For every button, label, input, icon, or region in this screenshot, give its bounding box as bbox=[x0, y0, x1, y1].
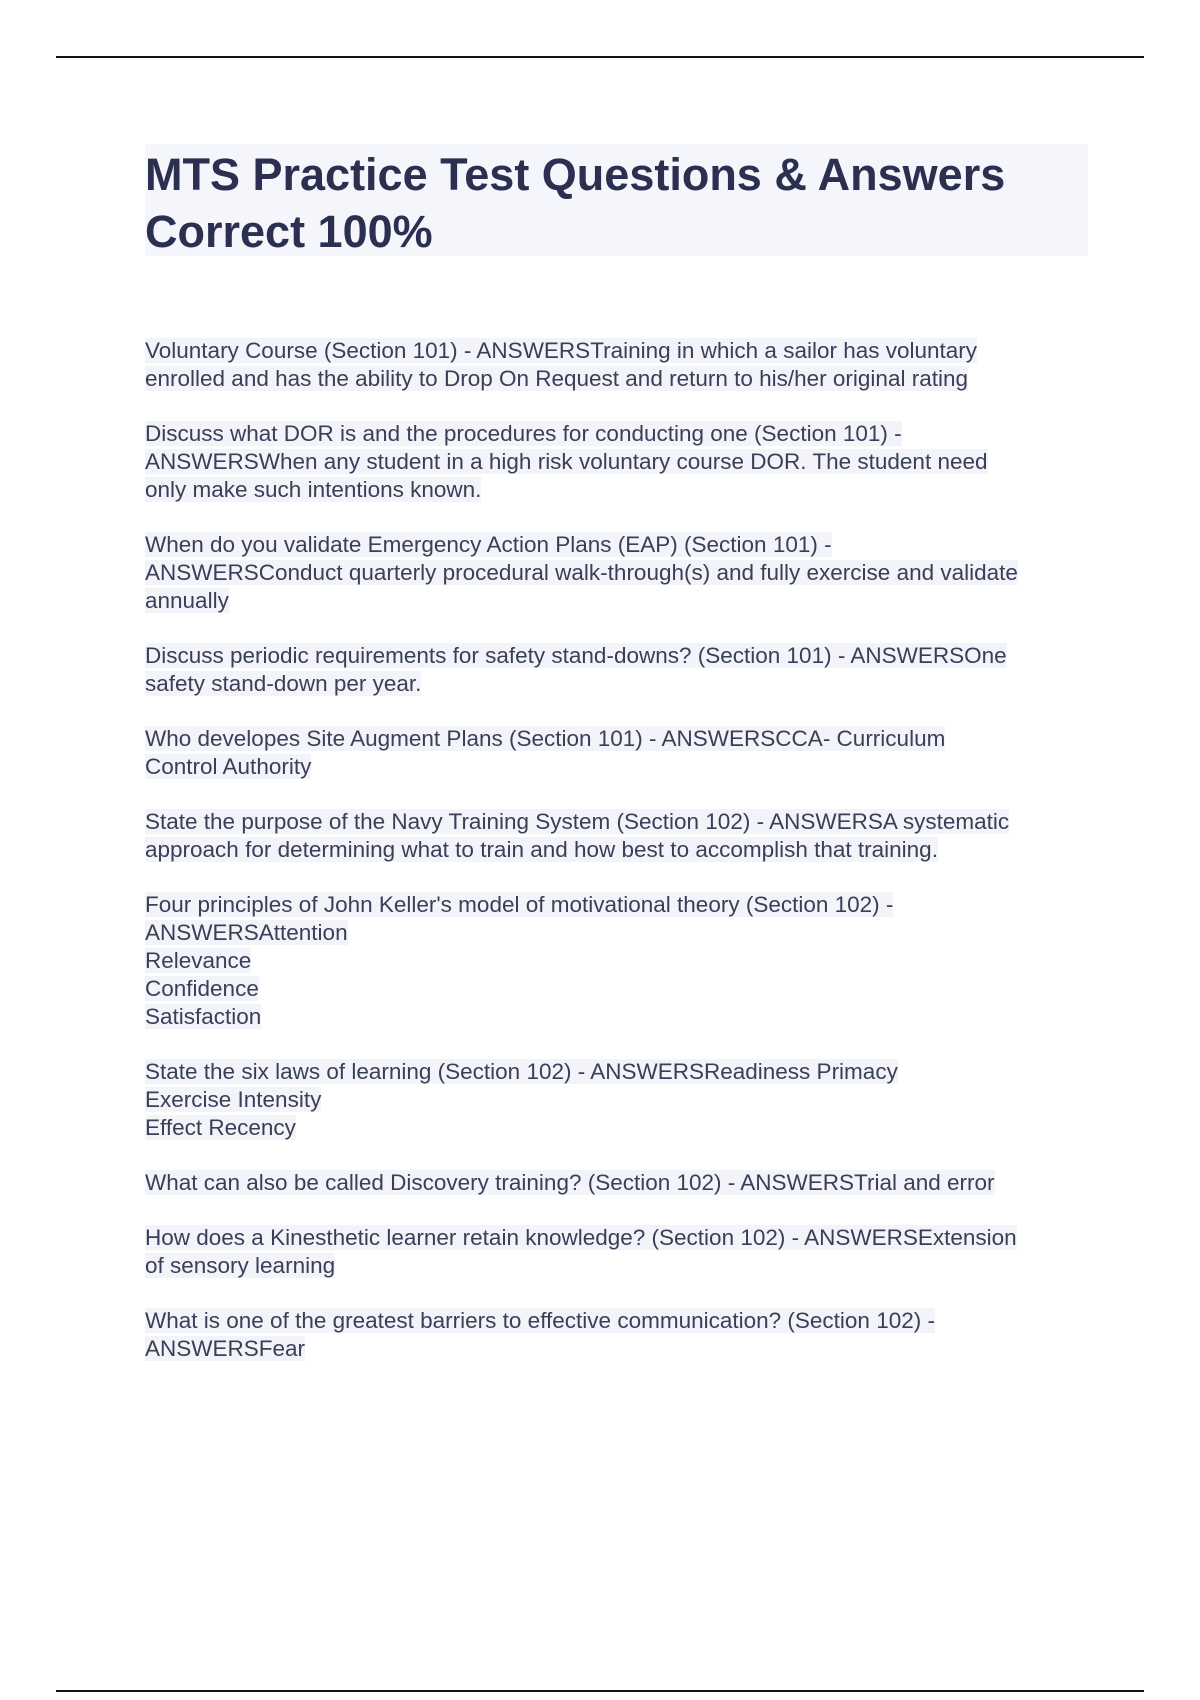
qa-entry-text: State the six laws of learning (Section 102) - ANSWERSReadiness Primacy bbox=[145, 1059, 898, 1084]
qa-entry bbox=[145, 337, 1095, 393]
qa-entry-text: of sensory learning bbox=[145, 1253, 336, 1278]
qa-entry-text: Relevance bbox=[145, 948, 252, 973]
qa-entry bbox=[145, 725, 1095, 781]
qa-entry-text: Voluntary Course (Section 101) - ANSWERSTraining in which a sailor has voluntary bbox=[145, 338, 978, 363]
qa-entry-line bbox=[145, 337, 1095, 365]
qa-entry-text: only make such intentions known. bbox=[145, 477, 482, 502]
qa-entry-line bbox=[145, 1003, 1095, 1031]
qa-entry-line bbox=[145, 420, 1095, 448]
qa-entry-line bbox=[145, 1058, 1095, 1086]
qa-entry-text: approach for determining what to train and how best to accomplish that training. bbox=[145, 837, 938, 862]
qa-entry-text: What can also be called Discovery training? (Section 102) - ANSWERSTrial and error bbox=[145, 1170, 995, 1195]
qa-entry bbox=[145, 1224, 1095, 1280]
title-line: Correct 100% bbox=[145, 206, 433, 257]
qa-entry-line bbox=[145, 587, 1095, 615]
qa-entry-text: How does a Kinesthetic learner retain knowledge? (Section 102) - ANSWERSExtension bbox=[145, 1225, 1017, 1250]
qa-entry-line bbox=[145, 1114, 1095, 1142]
bottom-divider bbox=[56, 1690, 1144, 1692]
qa-entry-line bbox=[145, 919, 1095, 947]
qa-entry-text: Who developes Site Augment Plans (Section 101) - ANSWERSCCA- Curriculum bbox=[145, 726, 946, 751]
qa-entry-text: Discuss what DOR is and the procedures for conducting one (Section 101) - bbox=[145, 421, 902, 446]
qa-entry-line bbox=[145, 725, 1095, 753]
qa-entry bbox=[145, 808, 1095, 864]
qa-entry-text: Satisfaction bbox=[145, 1004, 262, 1029]
qa-entry-line bbox=[145, 365, 1095, 393]
qa-entry-line bbox=[145, 476, 1095, 504]
qa-entry-line bbox=[145, 1335, 1095, 1363]
qa-entry-text: safety stand-down per year. bbox=[145, 671, 422, 696]
qa-entry-text: ANSWERSFear bbox=[145, 1336, 306, 1361]
page-title bbox=[145, 146, 1085, 260]
qa-entry-text: When do you validate Emergency Action Plans (EAP) (Section 101) - bbox=[145, 532, 832, 557]
qa-entry-line bbox=[145, 1086, 1095, 1114]
qa-entry-line bbox=[145, 1307, 1095, 1335]
qa-entry-line bbox=[145, 891, 1095, 919]
qa-entry-line bbox=[145, 753, 1095, 781]
title-line: MTS Practice Test Questions & Answers bbox=[145, 149, 1006, 200]
qa-entry-text: ANSWERSConduct quarterly procedural walk-through(s) and fully exercise and validate bbox=[145, 560, 1018, 585]
qa-entry bbox=[145, 642, 1095, 698]
qa-list bbox=[145, 337, 1095, 1390]
qa-entry-text: State the purpose of the Navy Training System (Section 102) - ANSWERSA systematic bbox=[145, 809, 1010, 834]
qa-entry-text: ANSWERSWhen any student in a high risk voluntary course DOR. The student need bbox=[145, 449, 988, 474]
qa-entry-line bbox=[145, 1252, 1095, 1280]
qa-entry-text: Confidence bbox=[145, 976, 259, 1001]
qa-entry-text: annually bbox=[145, 588, 229, 613]
qa-entry bbox=[145, 891, 1095, 1031]
qa-entry-text: Four principles of John Keller's model of motivational theory (Section 102) - bbox=[145, 892, 894, 917]
qa-entry-line bbox=[145, 531, 1095, 559]
qa-entry-text: What is one of the greatest barriers to effective communication? (Section 102) - bbox=[145, 1308, 935, 1333]
qa-entry bbox=[145, 420, 1095, 504]
qa-entry-line bbox=[145, 1169, 1095, 1197]
qa-entry-line bbox=[145, 1224, 1095, 1252]
qa-entry-line bbox=[145, 448, 1095, 476]
qa-entry-line bbox=[145, 836, 1095, 864]
qa-entry bbox=[145, 1058, 1095, 1142]
qa-entry-text: Exercise Intensity bbox=[145, 1087, 322, 1112]
qa-entry-text: Control Authority bbox=[145, 754, 312, 779]
top-divider bbox=[56, 56, 1144, 58]
qa-entry-text: ANSWERSAttention bbox=[145, 920, 348, 945]
qa-entry bbox=[145, 531, 1095, 615]
qa-entry-line bbox=[145, 670, 1095, 698]
qa-entry-line bbox=[145, 642, 1095, 670]
qa-entry-line bbox=[145, 947, 1095, 975]
qa-entry bbox=[145, 1307, 1095, 1363]
qa-entry bbox=[145, 1169, 1095, 1197]
qa-entry-line bbox=[145, 808, 1095, 836]
qa-entry-text: Effect Recency bbox=[145, 1115, 296, 1140]
qa-entry-text: Discuss periodic requirements for safety stand-downs? (Section 101) - ANSWERSOne bbox=[145, 643, 1007, 668]
qa-entry-text: enrolled and has the ability to Drop On Request and return to his/her original rating bbox=[145, 366, 968, 391]
qa-entry-line bbox=[145, 559, 1095, 587]
qa-entry-line bbox=[145, 975, 1095, 1003]
